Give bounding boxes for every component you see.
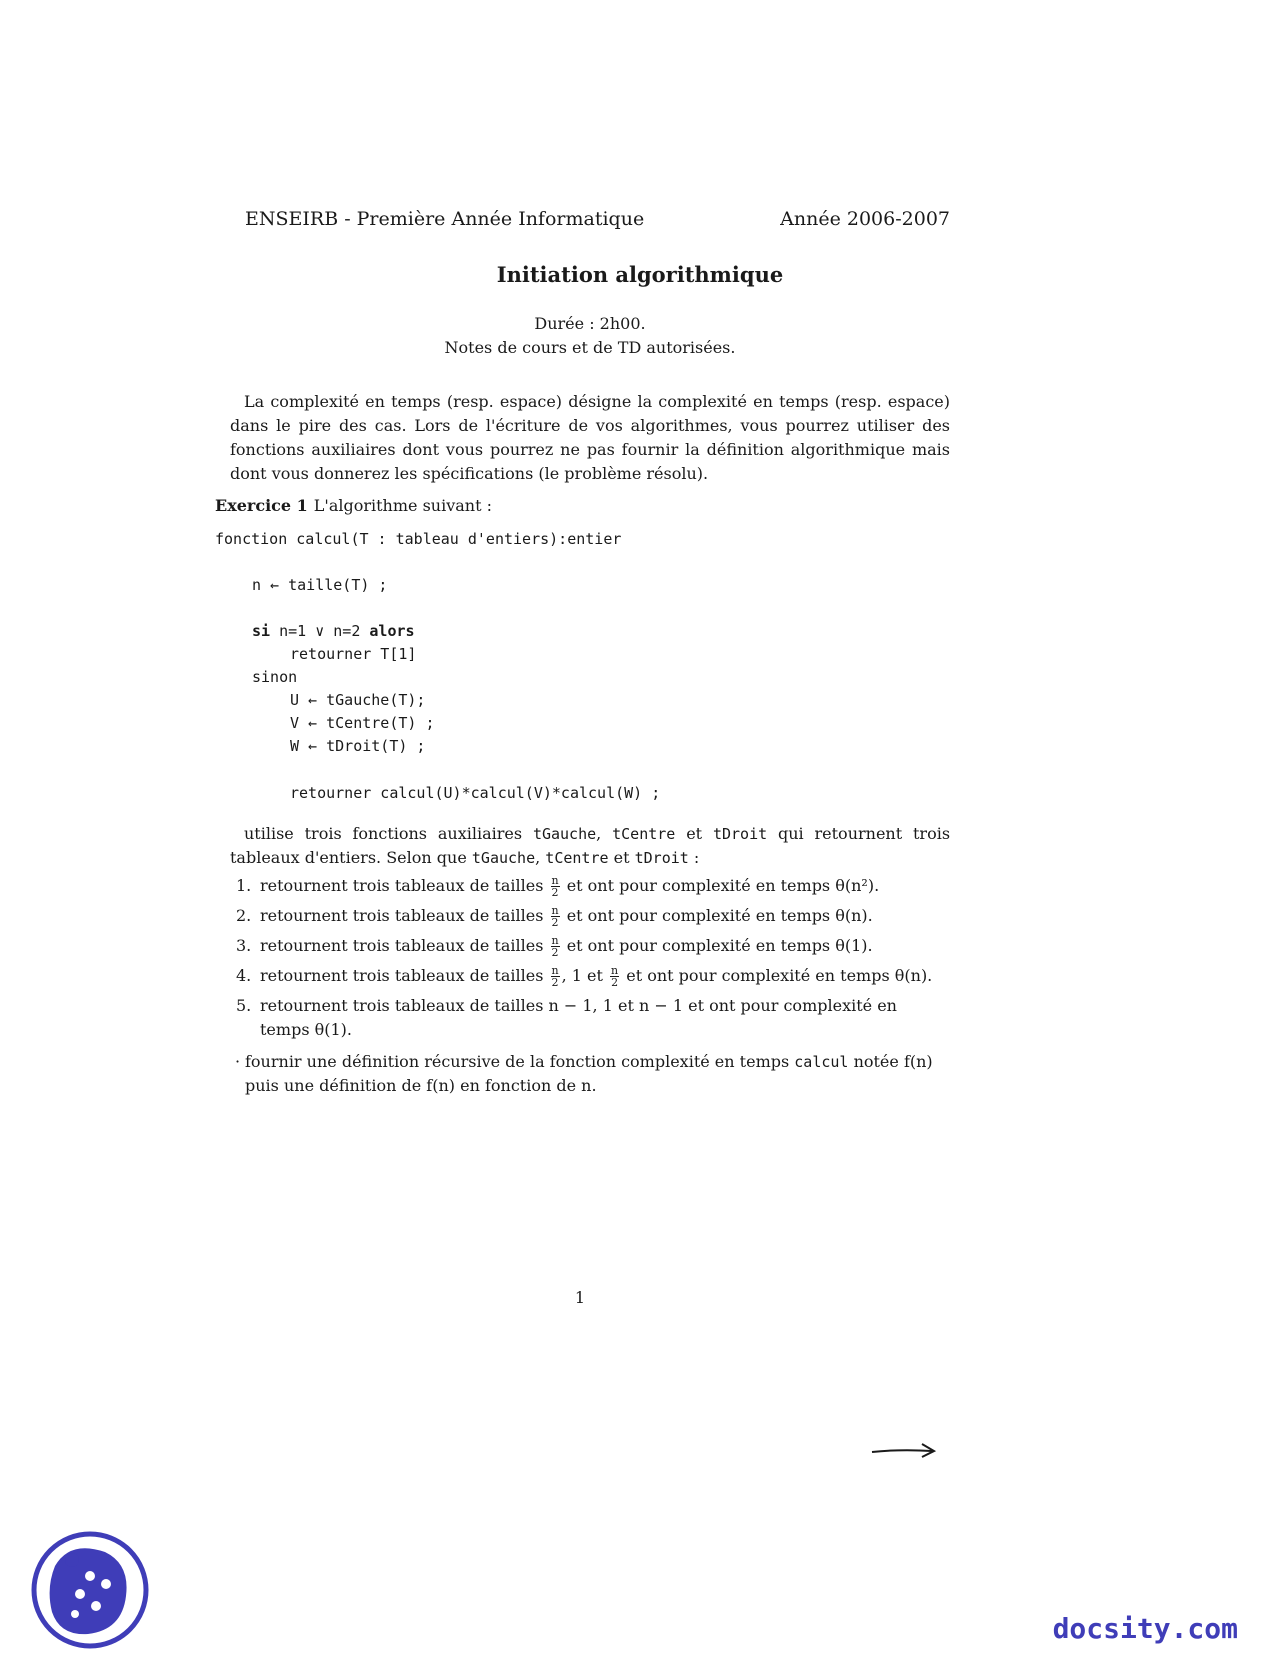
- code-keyword-si: si: [252, 622, 271, 640]
- list-item: [236, 964, 951, 988]
- code-line-6: V ← tCentre(T) ;: [290, 714, 435, 732]
- exercise-heading: [215, 496, 492, 515]
- fn-tcentre-2: tCentre: [545, 849, 609, 867]
- cases-list: [236, 874, 951, 1048]
- after-colon: :: [693, 848, 700, 867]
- list-item-number: 5.: [236, 996, 252, 1015]
- fraction-n-over-2: $\frac{n}{2}$: [551, 904, 559, 929]
- bullet-dot: ·: [235, 1052, 241, 1071]
- code-line-2: [252, 622, 415, 640]
- exercise-text: L'algorithme suivant :: [313, 496, 492, 515]
- list-item-number: 1.: [236, 876, 252, 895]
- list-item-text: retournent trois tableaux de tailles: [260, 906, 544, 925]
- next-page-arrow-icon: [870, 1440, 940, 1460]
- code-line-4: sinon: [252, 668, 298, 686]
- fraction-n-over-2: $\frac{n}{2}$: [551, 964, 559, 989]
- header-institution: ENSEIRB - Première Année Informatique: [245, 208, 645, 230]
- page-title: Initiation algorithmique: [496, 262, 784, 287]
- fn-tcentre: tCentre: [612, 825, 676, 843]
- list-item-text-end: et ont pour complexité en temps θ(n²).: [566, 876, 880, 895]
- list-item-number: 2.: [236, 906, 252, 925]
- fn-calcul: calcul: [794, 1053, 849, 1071]
- fraction-n-over-2: $\frac{n}{2}$: [551, 934, 559, 959]
- notes-allowed: Notes de cours et de TD autorisées.: [444, 338, 736, 357]
- list-item-text-end: et ont pour complexité en temps θ(1).: [566, 936, 873, 955]
- after-and-1: et: [686, 824, 703, 843]
- fn-tdroit-2: tDroit: [634, 849, 689, 867]
- fn-tdroit: tDroit: [712, 825, 768, 843]
- after-sep-1: ,: [596, 824, 602, 843]
- brand-watermark: docsity.com: [1052, 1612, 1238, 1645]
- list-item-text: retournent trois tableaux de tailles: [260, 936, 544, 955]
- question-paragraph: [235, 1050, 950, 1098]
- duration: Durée : 2h00.: [534, 314, 646, 333]
- after-code-paragraph: [230, 822, 950, 870]
- list-item: [236, 994, 951, 1042]
- question-text-end: notée f(n) puis une définition de f(n) en fonction de n.: [245, 1052, 933, 1095]
- code-line-1: n ← taille(T) ;: [252, 576, 388, 594]
- list-item-text-end: et ont pour complexité en temps θ(n).: [566, 906, 873, 925]
- code-line-3: retourner T[1]: [290, 645, 417, 663]
- code-line-5: U ← tGauche(T);: [290, 691, 426, 709]
- after-text-2: qui retournent trois tableaux d'entiers. Selon que: [230, 824, 951, 867]
- list-item-text-mid: , 1 et: [561, 966, 603, 985]
- header-year: Année 2006-2007: [780, 208, 950, 230]
- list-item: [236, 874, 951, 898]
- fraction-n-over-2: $\frac{n}{2}$: [551, 874, 559, 899]
- list-item: [236, 904, 951, 928]
- fn-tgauche: tGauche: [532, 825, 597, 843]
- list-item-number: 4.: [236, 966, 252, 985]
- code-keyword-alors: alors: [369, 622, 415, 640]
- list-item-text: retournent trois tableaux de tailles n − 1, 1 et n − 1 et ont pour complexité en temps θ(1).: [260, 996, 897, 1039]
- intro-paragraph: La complexité en temps (resp. espace) désigne la complexité en temps (resp. espace) dans le pire des cas. Lors de l'écriture de vos algorithmes, vous pourrez utiliser des fonctions auxiliaires dont vous pourrez ne pas fournir la définition algorithmique mais dont vous donnerez les spécifications (le problème résolu).: [230, 392, 950, 483]
- page-number: 1: [574, 1288, 586, 1307]
- after-text-1: utilise trois fonctions auxiliaires: [244, 824, 523, 843]
- question-text: fournir une définition récursive de la fonction complexité en temps: [245, 1052, 790, 1071]
- header: [245, 208, 950, 238]
- list-item-number: 3.: [236, 936, 252, 955]
- fn-tgauche-2: tGauche: [471, 849, 536, 867]
- list-item-text: retournent trois tableaux de tailles: [260, 966, 544, 985]
- fraction-n-over-2: $\frac{n}{2}$: [611, 964, 619, 989]
- list-item-text-end: et ont pour complexité en temps θ(n).: [626, 966, 933, 985]
- after-and-2: et: [613, 848, 630, 867]
- code-condition: n=1 ∨ n=2: [270, 622, 370, 640]
- code-signature: fonction calcul(T : tableau d'entiers):entier: [215, 530, 622, 548]
- code-line-7: W ← tDroit(T) ;: [290, 737, 426, 755]
- exercise-label: Exercice 1: [215, 496, 308, 515]
- list-item: [236, 934, 951, 958]
- exam-meta: [0, 312, 1180, 360]
- list-item-text: retournent trois tableaux de tailles: [260, 876, 544, 895]
- code-line-8: retourner calcul(U)*calcul(V)*calcul(W) ;: [290, 784, 661, 802]
- after-sep-2: ,: [535, 848, 541, 867]
- docsity-logo-icon: [30, 1530, 150, 1650]
